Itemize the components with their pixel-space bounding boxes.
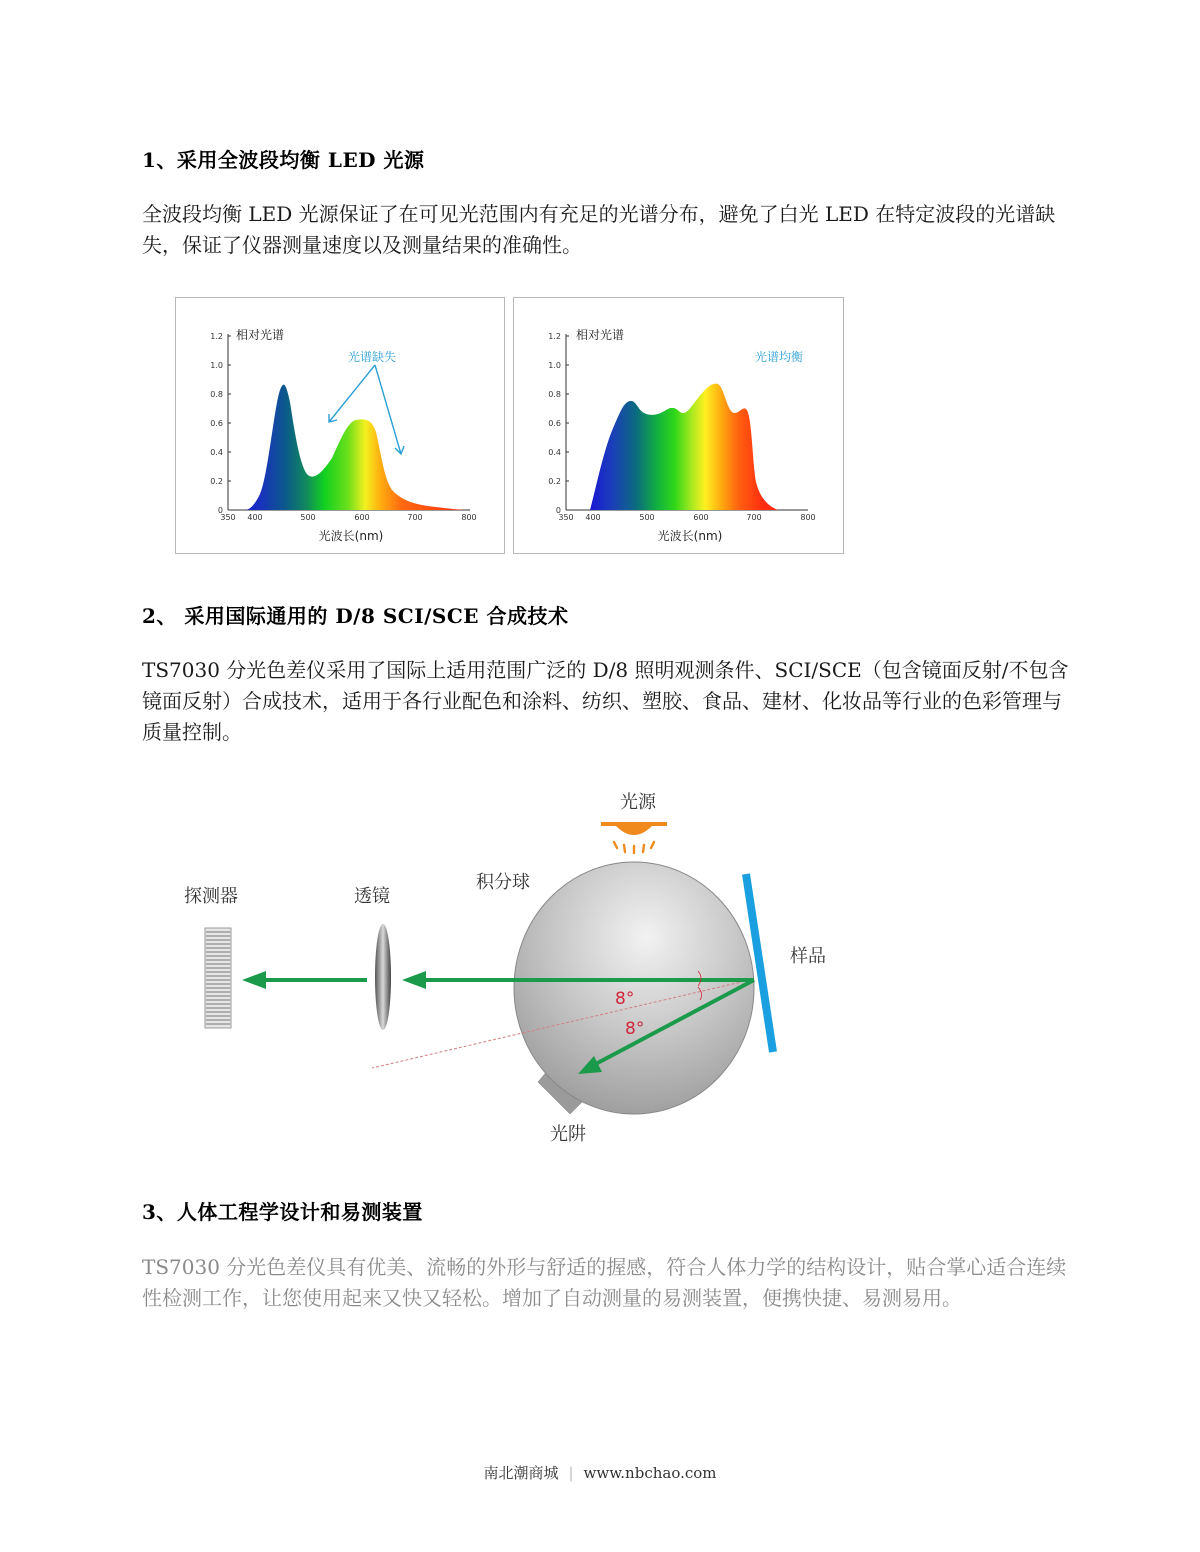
label-angle-1: 8° xyxy=(615,989,635,1009)
page-footer xyxy=(0,1462,1200,1483)
footer-separator: | xyxy=(568,1464,574,1482)
svg-text:0.4: 0.4 xyxy=(548,448,561,457)
section-2-body: TS7030 分光色差仪采用了国际上适用范围广泛的 D/8 照明观测条件、SCI/SCE（包含镜面反射/不包含镜面反射）合成技术，适用于各行业配色和涂料、纺织、塑胶、食品、建材、化妆品等行业的色彩管理与质量控制。 xyxy=(142,658,1069,744)
svg-text:600: 600 xyxy=(693,513,709,522)
detector-icon xyxy=(205,928,231,1028)
lens-icon xyxy=(375,924,391,1030)
section-1-body: 全波段均衡 LED 光源保证了在可见光范围内有充足的光谱分布，避免了白光 LED 在特定波段的光谱缺失，保证了仪器测量速度以及测量结果的准确性。 xyxy=(142,202,1056,257)
label-angle-2: 8° xyxy=(625,1019,645,1039)
svg-text:700: 700 xyxy=(407,513,423,522)
svg-text:1.2: 1.2 xyxy=(210,332,223,341)
chart-2-ylabel: 相对光谱 xyxy=(576,328,625,342)
integrating-sphere-shape xyxy=(514,862,754,1114)
label-light-trap: 光阱 xyxy=(550,1124,586,1145)
svg-text:400: 400 xyxy=(247,513,263,522)
section-3-heading: 3、人体工程学设计和易测装置 xyxy=(142,1200,423,1224)
svg-text:800: 800 xyxy=(461,513,477,522)
svg-text:1.0: 1.0 xyxy=(210,361,223,370)
section-3-body: TS7030 分光色差仪具有优美、流畅的外形与舒适的握感，符合人体力学的结构设计，贴合掌心适合连续性检测工作，让您使用起来又快又轻松。增加了自动测量的易测装置，便携快捷、易测易用。 xyxy=(142,1255,1067,1310)
svg-text:0.6: 0.6 xyxy=(548,419,561,428)
chart-1-ylabel: 相对光谱 xyxy=(236,328,285,342)
svg-text:0.8: 0.8 xyxy=(548,390,561,399)
footer-url[interactable]: www.nbchao.com xyxy=(583,1464,717,1482)
spectrum-chart-balanced xyxy=(513,297,844,554)
svg-text:500: 500 xyxy=(300,513,316,522)
d8-optical-diagram xyxy=(170,782,832,1152)
svg-text:1.2: 1.2 xyxy=(548,332,561,341)
label-lens: 透镜 xyxy=(354,886,390,907)
svg-text:0: 0 xyxy=(217,506,223,515)
chart-1-annotation: 光谱缺失 xyxy=(348,350,397,364)
svg-text:700: 700 xyxy=(746,513,762,522)
svg-text:0: 0 xyxy=(555,506,561,515)
svg-text:0.6: 0.6 xyxy=(210,419,223,428)
svg-text:0.8: 0.8 xyxy=(210,390,223,399)
svg-text:0.2: 0.2 xyxy=(210,477,223,486)
label-light-source: 光源 xyxy=(620,792,656,813)
label-integrating-sphere: 积分球 xyxy=(476,872,530,893)
chart-1-xlabel: 光波长(nm) xyxy=(318,529,384,543)
svg-text:600: 600 xyxy=(354,513,370,522)
section-1-heading: 1、采用全波段均衡 LED 光源 xyxy=(142,148,425,172)
footer-site-name: 南北潮商城 xyxy=(483,1464,559,1482)
section-2-heading: 2、 采用国际通用的 D/8 SCI/SCE 合成技术 xyxy=(142,604,569,628)
svg-text:350: 350 xyxy=(220,513,236,522)
svg-text:400: 400 xyxy=(585,513,601,522)
svg-text:0.2: 0.2 xyxy=(548,477,561,486)
svg-text:350: 350 xyxy=(558,513,574,522)
spectrum-chart-missing xyxy=(175,297,505,554)
svg-text:0.4: 0.4 xyxy=(210,448,223,457)
chart-2-xlabel: 光波长(nm) xyxy=(657,529,723,543)
svg-text:1.0: 1.0 xyxy=(548,361,561,370)
label-detector: 探测器 xyxy=(184,886,238,907)
svg-text:500: 500 xyxy=(639,513,655,522)
svg-text:800: 800 xyxy=(800,513,816,522)
label-sample: 样品 xyxy=(790,946,826,967)
light-source-icon xyxy=(601,822,667,853)
chart-2-annotation: 光谱均衡 xyxy=(755,350,804,364)
